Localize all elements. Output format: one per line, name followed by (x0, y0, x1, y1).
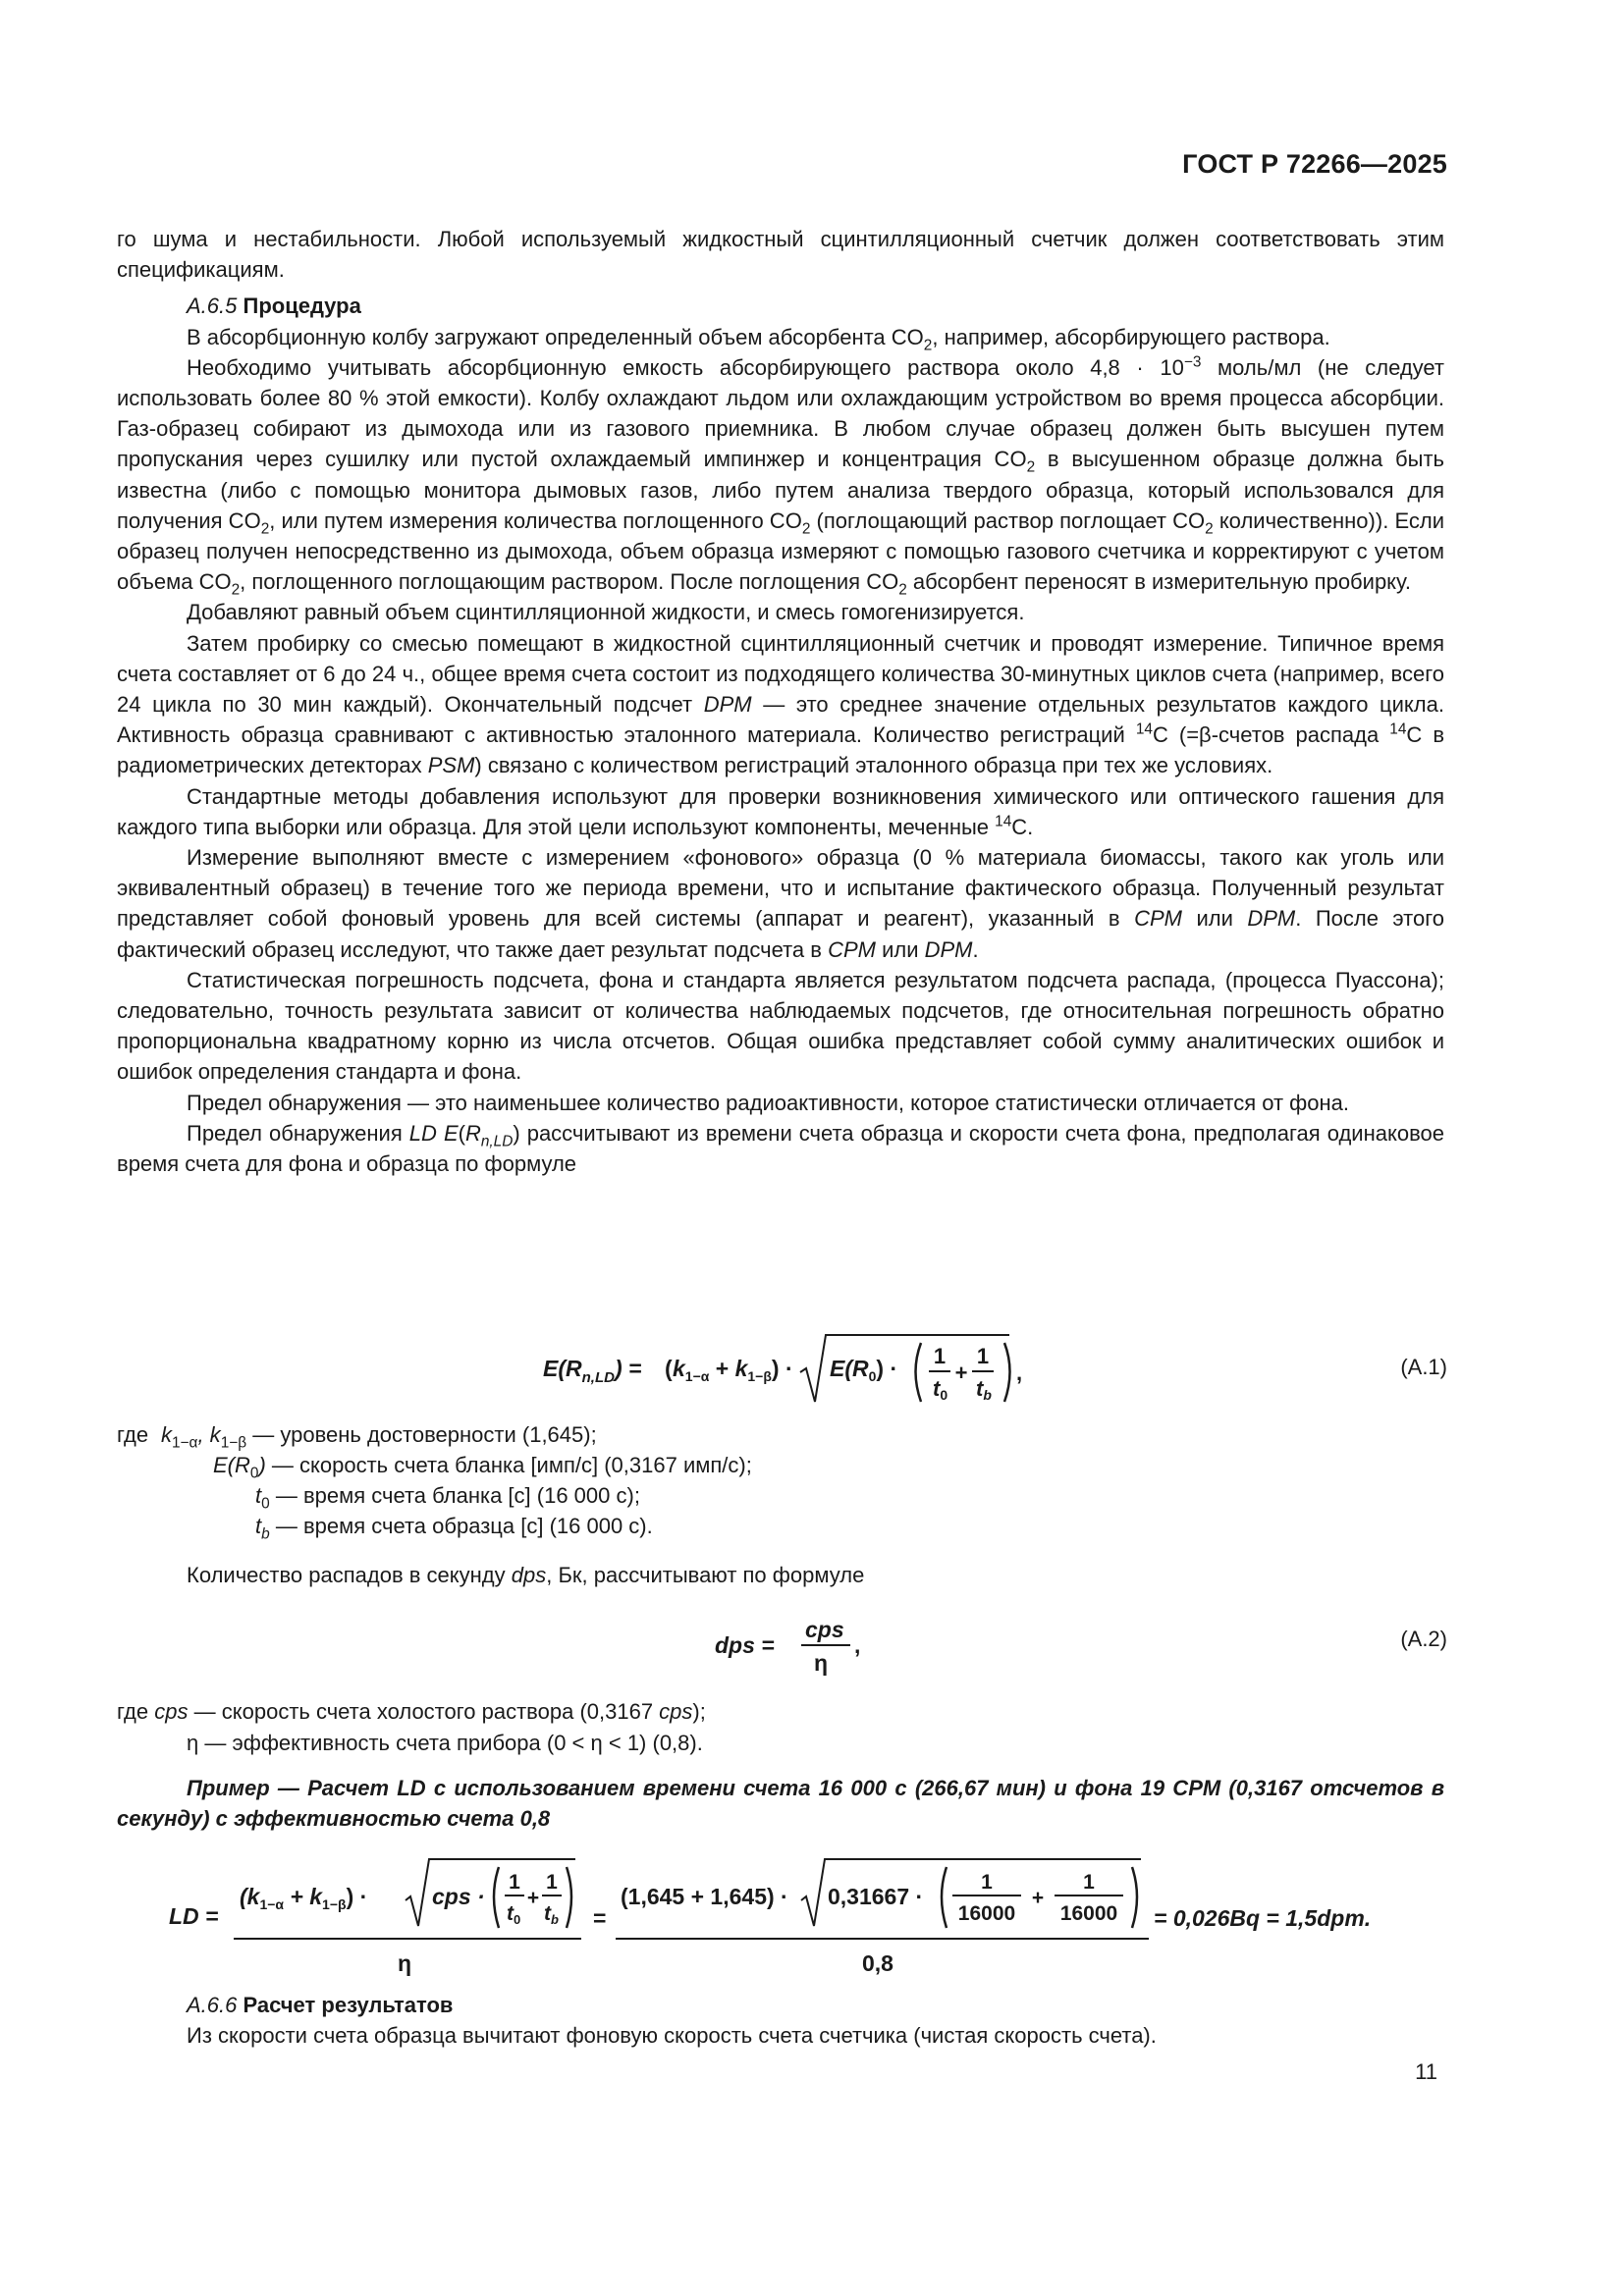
dash: — (271, 1453, 294, 1477)
intro-paragraph: го шума и нестабильности. Любой используемый жидкостный сцинтилляционный счетчик должен соответствовать этим спецификациям. (117, 227, 1444, 283)
paragraph: Предел обнаружения — это наименьшее количество радиоактивности, которое статистически отличается от фона. (187, 1090, 1349, 1115)
eq-sub: 0 (868, 1368, 877, 1384)
svg-text:tb (544, 1902, 559, 1927)
eq-text: k (734, 1356, 748, 1381)
where-row (255, 1480, 640, 1511)
section-title: Процедура (243, 294, 361, 319)
subscript: 2 (923, 337, 933, 353)
eq-lhs: E(R (543, 1356, 582, 1381)
eq-text: + (954, 1361, 968, 1385)
eq-lhs: LD = (169, 1903, 219, 1929)
where-row (161, 1419, 597, 1450)
eq-text: 1 (976, 1344, 990, 1368)
text: — это среднее значение отдельных результатов каждого цикла. Активность образца сравнивают с активностью эталонного материала. Количество регистраций (117, 692, 1444, 748)
dps-intro (187, 1560, 864, 1590)
term: DPM (1247, 906, 1296, 932)
superscript: 14 (995, 813, 1012, 830)
subscript: 2 (898, 581, 907, 599)
svg-text:,: , (1016, 1361, 1023, 1385)
term: PSM (427, 753, 475, 778)
where-block-1 (117, 1419, 148, 1450)
document-code: ГОСТ Р 72266—2025 (1182, 149, 1447, 179)
eq-sub: 0 (940, 1387, 948, 1403)
equation-ld-graphic (169, 1845, 1406, 1983)
eq-text: cps · (432, 1884, 485, 1909)
description: ); (692, 1699, 706, 1724)
eq-sub: 1−β (322, 1896, 347, 1912)
eq-text: = (593, 1905, 607, 1931)
eq-denominator: η (814, 1650, 829, 1676)
text: . (972, 936, 979, 962)
svg-text:t0 (507, 1902, 520, 1927)
eq-result: = 0,026Bq = 1,5dpm. (1154, 1905, 1372, 1931)
text: или (875, 936, 925, 962)
eq-text: 1 (546, 1871, 558, 1894)
description: время счета бланка [с] (16 000 с); (302, 1483, 640, 1508)
text: ) связано с количеством регистраций эталонного образца при тех же условиях. (474, 753, 1273, 778)
eq-sub: 1−α (259, 1896, 285, 1912)
term: LD E (408, 1120, 459, 1146)
text: C в радиометрических детекторах (117, 722, 1445, 778)
where-row (255, 1511, 653, 1541)
subscript: 0 (261, 1495, 270, 1513)
svg-text:,: , (854, 1632, 861, 1658)
superscript: 14 (1135, 721, 1153, 738)
term: R (464, 1120, 481, 1146)
text: моль/мл (не следует использовать более 80 % этой емкости). Колбу охлаждают льдом или охлаждающим устройством во время процесса абсорбции. Газ-образец собирают из дымохода или из газового приемника. В любом случае образец должен быть высушен путем пропускания через сушилку или пустой охлаждаемый импинжер и концентрация CO (117, 354, 1444, 472)
dash: — (252, 1422, 275, 1447)
eq-text: (k (240, 1884, 260, 1909)
subscript: 0 (249, 1465, 259, 1482)
eq-text: t (507, 1902, 514, 1925)
svg-text:tb (976, 1376, 992, 1403)
section-number: А.6.5 (187, 294, 238, 319)
eq-sub: n,LD (581, 1369, 615, 1386)
where-prefix: где (117, 1699, 149, 1724)
where-block-2 (117, 1696, 706, 1727)
eq-text: t (544, 1902, 551, 1925)
symbol: ) (258, 1453, 266, 1477)
svg-text:t0 (933, 1376, 947, 1403)
paragraph: Добавляют равный объем сцинтилляционной жидкости, и смесь гомогенизируется. (187, 600, 1025, 625)
term: DPM (924, 936, 973, 962)
svg-text:k1−α + k1−β) ·: $k_{1-\alpha} + k_{1-\beta}$) · (673, 1356, 793, 1384)
equation-a1 (543, 1329, 1034, 1417)
description: эффективность счета прибора (0 < η < 1) (0,8). (232, 1731, 703, 1755)
text: . После этого фактический образец исследуют, что также дает результат подсчета в (117, 906, 1445, 962)
symbol: cps (154, 1699, 189, 1724)
section-heading-a66 (117, 1990, 1444, 2020)
eq-text: 1 (1083, 1871, 1095, 1894)
eq-text: 0,31667 · (828, 1884, 924, 1909)
text: Предел обнаружения (187, 1120, 409, 1146)
eq-text: (1,645 + 1,645) · (621, 1884, 788, 1909)
subscript: 1−β (220, 1434, 247, 1452)
text: абсорбент переносят в измерительную пробирку. (906, 569, 1411, 595)
term: DPM (703, 692, 752, 718)
eq-denominator: η (398, 1950, 412, 1976)
example-text: Пример — Расчет LD с использованием времени счета 16 000 с (266,67 мин) и фона 19 CPM (0,3167 отсчетов в секунду) с эффективностью счета 0,8 (117, 1776, 1444, 1832)
eq-text: 16000 (957, 1902, 1016, 1925)
equation-a2-graphic (715, 1610, 892, 1679)
equation-number-a1: (А.1) (1400, 1355, 1447, 1379)
where-row (213, 1450, 752, 1480)
paragraph: Предел обнаружения LD $E(R_{n,LD})$ рассчитывают из времени счета образца и скорости счета фона, предполагая одинаковое время счета для фона и образца по формуле (117, 1120, 1444, 1177)
paragraph (117, 352, 1444, 598)
equation-ld (169, 1845, 1406, 1989)
eq-text: + (526, 1887, 540, 1909)
symbol: , k (197, 1422, 221, 1447)
text: Затем пробирку со смесью помещают в жидкостной сцинтилляционный счетчик и проводят измерение. Типичное время счета составляет от 6 до 24 ч., общее время счета состоит из подходящего количества 30-минутных циклов счета (например, всего 24 цикла по 30 мин каждый). Окончательный подсчет (117, 630, 1444, 718)
eq-text: + k (284, 1884, 323, 1909)
eq-sub: 0 (514, 1912, 521, 1927)
superscript: −3 (1183, 353, 1202, 371)
term: CPM (1134, 906, 1182, 932)
dash: — (275, 1514, 298, 1538)
text: В абсорбционную колбу загружают определенный объем абсорбента CO (187, 324, 924, 349)
eq-numerator: cps (805, 1617, 844, 1642)
symbol: η (187, 1731, 199, 1755)
example-block (117, 1773, 1444, 1834)
svg-text:(: ( (665, 1356, 673, 1381)
eq-text: 1 (509, 1871, 520, 1894)
dash: — (275, 1483, 298, 1508)
text: Количество распадов в секунду (187, 1563, 512, 1587)
subscript: 2 (1026, 458, 1036, 476)
text: количественно)). Если образец получен непосредственно из дымохода, объем образца измеряют с помощью газового счетчика и корректируют с учетом объема CO (117, 507, 1444, 595)
where-prefix: где (117, 1422, 149, 1447)
subscript: 2 (260, 520, 270, 538)
eq-text: ) = (614, 1356, 642, 1381)
paragraph (117, 628, 1444, 781)
text: , Бк, рассчитывают по формуле (546, 1563, 865, 1587)
description: время счета образца [с] (16 000 с). (302, 1514, 653, 1538)
equation-number-a2: (А.2) (1400, 1627, 1447, 1651)
paragraph: Из скорости счета образца вычитают фоновую скорость счета счетчика (чистая скорость счета). (187, 2023, 1157, 2049)
text: , например, абсорбирующего раствора. (932, 324, 1330, 349)
section-number: А.6.6 (187, 1993, 238, 2017)
paragraph (117, 842, 1444, 965)
eq-denominator: 0,8 (862, 1950, 893, 1976)
text: Стандартные методы добавления используют для проверки возникновения химического или оптического гашения для каждого типа выборки или образца. Для этой цели используют компоненты, меченные (117, 783, 1444, 839)
eq-sub: b (983, 1387, 992, 1403)
text: , или путем измерения количества поглощенного CO (269, 507, 802, 533)
section-a66 (117, 1990, 1444, 2051)
text: в высушенном образце должна быть известна (либо с помощью монитора дымовых газов, либо путем анализа твердого образца, который использовался для получения CO (117, 447, 1444, 533)
eq-sub: 1−α (684, 1368, 710, 1384)
text: C. (1011, 814, 1034, 839)
eq-sub: 1−β (747, 1368, 772, 1384)
eq-text: 1 (933, 1344, 947, 1368)
subscript: n,LD (480, 1133, 514, 1150)
symbol: k (161, 1422, 172, 1447)
svg-text:E(Rn,LD) = (543, 1356, 641, 1386)
paragraph: Статистическая погрешность подсчета, фона и стандарта является результатом подсчета распада, (процесса Пуассона); следовательно, точность результата зависит от количества наблюдаемых подсчетов, где относительная погрешность обратно пропорциональна квадратному корню из числа отсчетов. Общая ошибка представляет собой сумму аналитических ошибок и ошибок определения стандарта и фона. (117, 967, 1444, 1085)
subscript: 2 (801, 520, 811, 538)
description: скорость счета бланка [имп/с] (0,3167 имп/с); (299, 1453, 752, 1477)
eq-text: ) · (346, 1884, 368, 1909)
text: или (1181, 906, 1248, 932)
main-text-block (117, 224, 1444, 1179)
superscript: 14 (1389, 721, 1407, 738)
subscript: 2 (1205, 520, 1214, 538)
eq-text: t (976, 1376, 984, 1401)
symbol: t (255, 1483, 262, 1508)
eq-text: 1 (981, 1871, 993, 1894)
page-number: 11 (1415, 2059, 1437, 2084)
text: Измерение выполняют вместе с измерением «фонового» образца (0 % материала биомассы, такого как уголь или эквивалентный образец) в течение того же периода времени, что и испытание фактического образца. Полученный результат представляет собой фоновый уровень для всей системы (аппарат и реагент), указанный в (117, 845, 1444, 932)
svg-text:E(R0) ·: $E(R_0)$ · (830, 1356, 898, 1384)
dash: — (204, 1731, 227, 1755)
dash: — (193, 1699, 216, 1724)
section-heading-a65 (117, 291, 1444, 321)
eq-text: t (933, 1376, 941, 1401)
eq-text: + (1031, 1887, 1045, 1909)
subscript: 2 (231, 581, 241, 599)
eq-text: k (673, 1356, 685, 1381)
text: (поглощающий раствор поглощает CO (810, 507, 1206, 533)
text: Необходимо учитывать абсорбционную емкость абсорбирующего раствора около 4,8 · 10 (187, 354, 1184, 380)
eq-sub: b (551, 1912, 559, 1927)
equation-a1-graphic (543, 1329, 1034, 1412)
eq-text: 16000 (1059, 1902, 1118, 1925)
paragraph (117, 781, 1444, 842)
symbol: E(R (213, 1453, 250, 1477)
text: , поглощенного поглощающим раствором. После поглощения CO (240, 569, 899, 595)
symbol: t (255, 1514, 262, 1538)
subscript: 1−α (172, 1434, 198, 1452)
svg-text:(k1−α + k1−β) · (240, 1884, 367, 1912)
description: скорость счета холостого раствора (0,3167 (221, 1699, 660, 1724)
subscript: b (261, 1525, 270, 1543)
term: cps (659, 1699, 693, 1724)
paragraph (117, 322, 1444, 352)
description: уровень достоверности (1,645); (280, 1422, 597, 1447)
eq-text: E(R (830, 1356, 869, 1381)
term: CPM (828, 936, 876, 962)
where-row (187, 1728, 703, 1758)
equation-a2 (715, 1610, 892, 1684)
eq-lhs: dps = (715, 1632, 775, 1658)
section-title: Расчет результатов (243, 1993, 454, 2017)
eq-text: + (715, 1356, 730, 1381)
text: рассчитывают из времени счета образца и скорости счета фона, предполагая одинаковое время счета для фона и образца по формуле (117, 1120, 1444, 1177)
text: C (=β-счетов распада (1152, 722, 1390, 748)
term: dps (511, 1563, 547, 1587)
